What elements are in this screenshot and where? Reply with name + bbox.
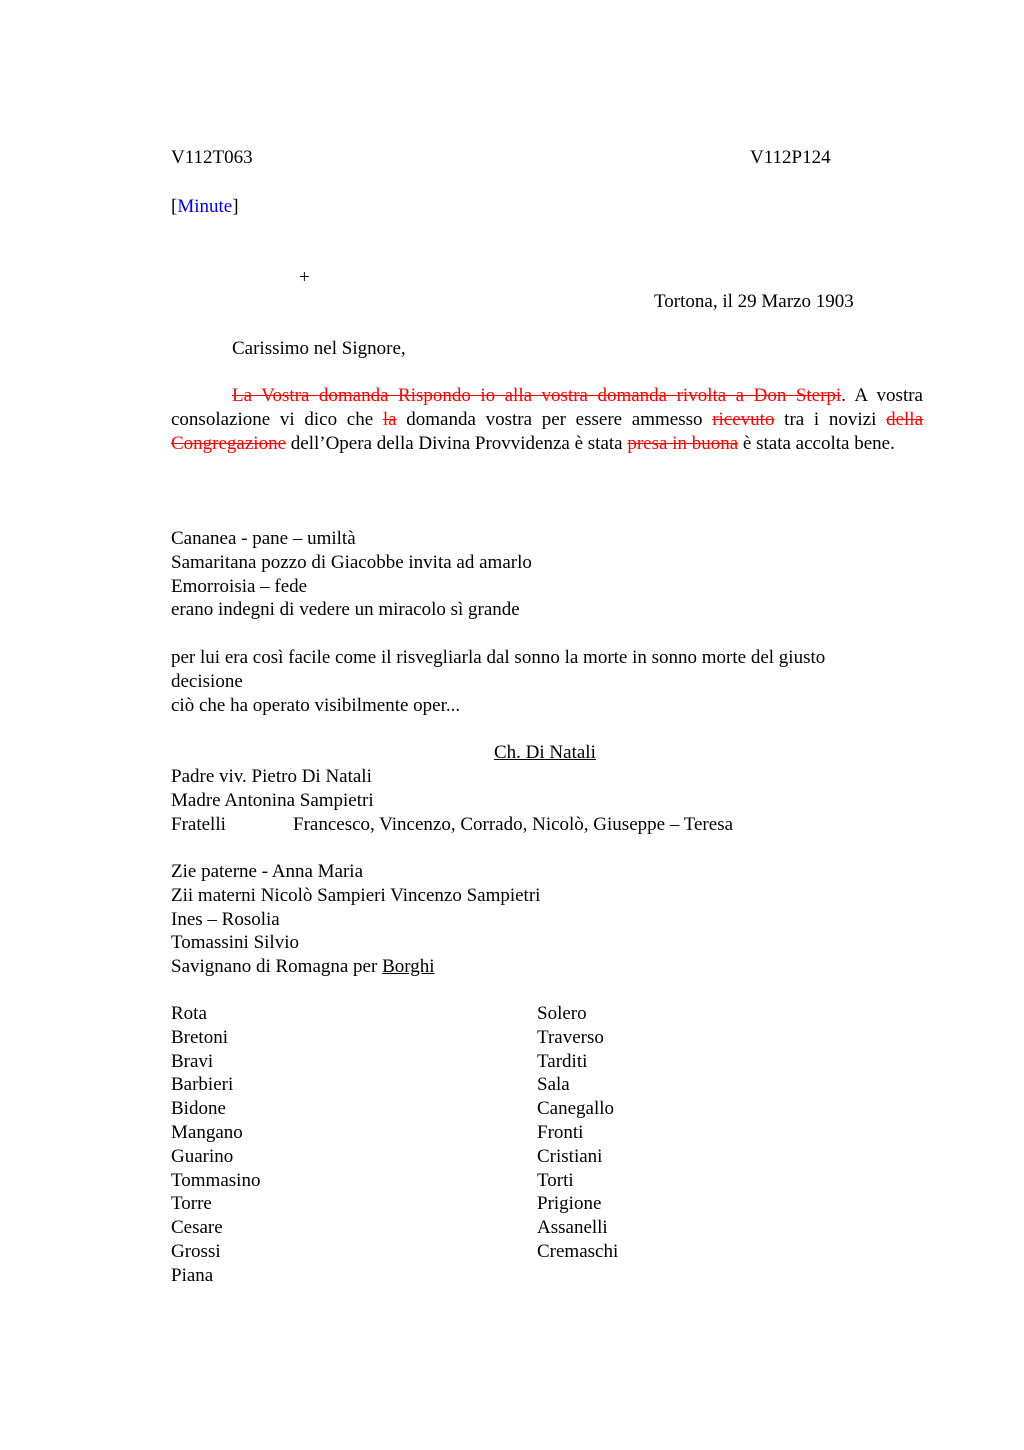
- body-text-2: domanda vostra per essere ammesso: [396, 408, 713, 430]
- minute-link[interactable]: Minute: [177, 196, 233, 217]
- note-line: Emorroisia – fede: [171, 575, 308, 597]
- names-column-left: [171, 1002, 260, 1288]
- list-item: Assanelli: [537, 1217, 608, 1239]
- minute-label: [171, 195, 239, 219]
- list-item: Barbieri: [171, 1074, 234, 1096]
- list-item: Mangano: [171, 1121, 243, 1143]
- madre-line: Madre Antonina Sampietri: [171, 789, 374, 811]
- relatives-block: [171, 860, 540, 979]
- notes-block-b: [171, 646, 825, 717]
- list-item: Bidone: [171, 1098, 226, 1120]
- list-item: Torre: [171, 1193, 212, 1215]
- padre-line: Padre viv. Pietro Di Natali: [171, 766, 372, 787]
- deleted-text-3: ricevuto: [712, 408, 775, 430]
- cross-mark: +: [299, 267, 310, 288]
- body-text-4: dell’Opera della Divina Provvidenza è stata: [286, 432, 628, 454]
- list-item: Tommasino: [171, 1169, 261, 1191]
- zii-line: Zii materni Nicolò Sampieri Vincenzo Sampietri: [171, 884, 541, 906]
- dateline: Tortona, il 29 Marzo 1903: [654, 291, 854, 312]
- note-line: Samaritana pozzo di Giacobbe invita ad amarlo: [171, 551, 532, 573]
- fratelli-label: Fratelli: [171, 813, 226, 835]
- zie-line: Zie paterne - Anna Maria: [171, 861, 364, 882]
- list-item: Cremaschi: [537, 1240, 619, 1262]
- ines-line: Ines – Rosolia: [171, 908, 280, 930]
- names-column-right: [537, 1002, 618, 1264]
- list-item: Sala: [537, 1074, 570, 1096]
- minute-close-bracket: ]: [232, 196, 239, 217]
- notes-block-a: [171, 527, 532, 622]
- savignano-prefix: Savignano di Romagna per: [171, 956, 383, 978]
- list-item: Traverso: [537, 1026, 604, 1048]
- list-item: Fronti: [537, 1121, 584, 1143]
- deleted-text-1: La Vostra domanda Rispondo io alla vostra domanda rivolta a Don Sterpi: [232, 385, 842, 406]
- minute-open-bracket: [: [171, 196, 178, 217]
- note-line: ciò che ha operato visibilmente oper...: [171, 694, 461, 716]
- document-code-right: V112P124: [750, 147, 831, 168]
- note-line: Cananea - pane – umiltà: [171, 528, 356, 549]
- family-block: [171, 765, 733, 836]
- fratelli-value: Francesco, Vincenzo, Corrado, Nicolò, Giuseppe – Teresa: [293, 813, 734, 835]
- body-text-3: tra i novizi: [774, 408, 887, 430]
- section-title: Ch. Di Natali: [494, 742, 596, 763]
- fratelli-line: [171, 813, 733, 837]
- list-item: Guarino: [171, 1145, 234, 1167]
- note-line: decisione: [171, 670, 243, 692]
- note-line: per lui era così facile come il risvegliarla dal sonno la morte in sonno morte del giusto: [171, 647, 826, 668]
- body-text-5: è stata accolta bene.: [738, 432, 895, 454]
- list-item: Cristiani: [537, 1145, 603, 1167]
- list-item: Bretoni: [171, 1026, 228, 1048]
- savignano-line: [171, 955, 540, 979]
- list-item: Rota: [171, 1003, 207, 1024]
- note-line: erano indegni di vedere un miracolo sì grande: [171, 599, 520, 621]
- list-item: Torti: [537, 1169, 574, 1191]
- salutation: Carissimo nel Signore,: [232, 338, 406, 359]
- list-item: Piana: [171, 1264, 214, 1286]
- deleted-text-4: della Congregazione: [171, 408, 924, 454]
- list-item: Grossi: [171, 1240, 221, 1262]
- list-item: Tarditi: [537, 1050, 588, 1072]
- list-item: Canegallo: [537, 1098, 615, 1120]
- list-item: Cesare: [171, 1217, 223, 1239]
- body-text-1: . A vostra consolazione vi dico che: [171, 385, 923, 430]
- savignano-underlined: Borghi: [382, 956, 435, 978]
- list-item: Prigione: [537, 1193, 602, 1215]
- document-code-left: V112T063: [171, 147, 253, 168]
- list-item: Bravi: [171, 1050, 214, 1072]
- tomassini-line: Tomassini Silvio: [171, 932, 299, 954]
- deleted-text-2: la: [382, 408, 397, 430]
- deleted-text-5: presa in buona: [627, 432, 739, 454]
- list-item: Solero: [537, 1003, 587, 1024]
- body-paragraph: [171, 384, 923, 455]
